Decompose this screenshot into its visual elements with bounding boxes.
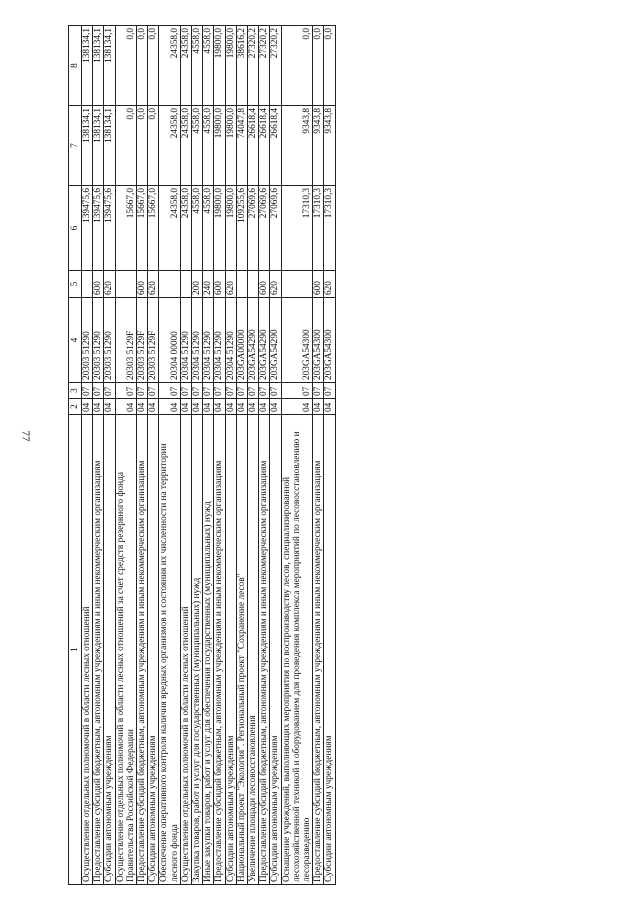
amount-year-3: 27320,2 xyxy=(248,26,259,106)
section-code: 04 xyxy=(225,399,236,415)
header-cell: 3 xyxy=(69,383,82,399)
amount-year-2: 26618,4 xyxy=(270,106,281,186)
table-row xyxy=(259,26,270,885)
amount-year-2: 19800,0 xyxy=(225,106,236,186)
table-row xyxy=(236,26,247,885)
amount-year-2: 19800,0 xyxy=(214,106,225,186)
row-name: Закупка товаров, работ и услуг для государственных (муниципальных) нужд xyxy=(192,415,203,885)
row-name: Предоставление субсидий бюджетным, автономным учреждениям и иным некоммерческим организациям xyxy=(214,415,225,885)
amount-year-3: 4558,0 xyxy=(192,26,203,106)
section-code: 04 xyxy=(313,399,324,415)
section-code: 04 xyxy=(115,399,136,415)
row-name: Предоставление субсидий бюджетным, автономным учреждениям и иным некоммерческим организациям xyxy=(313,415,324,885)
amount-year-2: 138134,1 xyxy=(93,106,104,186)
subsection-code: 07 xyxy=(270,383,281,399)
expense-type-code xyxy=(180,271,191,298)
amount-year-1: 27069,6 xyxy=(270,186,281,271)
row-name: Национальный проект "Экология". Региональный проект "Сохранение лесов" xyxy=(236,415,247,885)
amount-year-2: 26618,4 xyxy=(248,106,259,186)
amount-year-3: 19800,0 xyxy=(214,26,225,106)
amount-year-3: 138134,1 xyxy=(104,26,115,106)
target-article-code: 20304 51290 xyxy=(192,298,203,383)
target-article-code: 203GA54290 xyxy=(270,298,281,383)
row-name: Предоставление субсидий бюджетным, автономным учреждениям и иным некоммерческим организациям xyxy=(137,415,148,885)
section-code: 04 xyxy=(259,399,270,415)
expense-type-code: 620 xyxy=(225,271,236,298)
amount-year-2: 9343,8 xyxy=(281,106,313,186)
subsection-code: 07 xyxy=(225,383,236,399)
section-code: 04 xyxy=(192,399,203,415)
expense-type-code: 600 xyxy=(137,271,148,298)
section-code: 04 xyxy=(270,399,281,415)
amount-year-3: 0,0 xyxy=(313,26,324,106)
amount-year-2: 0,0 xyxy=(115,106,136,186)
row-name: Субсидии автономным учреждениям xyxy=(270,415,281,885)
amount-year-2: 138134,1 xyxy=(82,106,93,186)
target-article-code: 20303 5129F xyxy=(148,298,159,383)
amount-year-2: 24358,0 xyxy=(159,106,180,186)
table-row xyxy=(93,26,104,885)
section-code: 04 xyxy=(248,399,259,415)
subsection-code: 07 xyxy=(281,383,313,399)
subsection-code: 07 xyxy=(148,383,159,399)
subsection-code: 07 xyxy=(192,383,203,399)
header-cell: 8 xyxy=(69,26,82,106)
section-code: 04 xyxy=(137,399,148,415)
amount-year-2: 0,0 xyxy=(137,106,148,186)
expense-type-code: 620 xyxy=(148,271,159,298)
section-code: 04 xyxy=(180,399,191,415)
expense-type-code: 620 xyxy=(104,271,115,298)
amount-year-3: 24358,0 xyxy=(159,26,180,106)
amount-year-1: 19800,0 xyxy=(214,186,225,271)
amount-year-2: 9343,8 xyxy=(324,106,335,186)
target-article-code: 20303 5129F xyxy=(137,298,148,383)
subsection-code: 07 xyxy=(115,383,136,399)
row-name: Субсидии автономным учреждениям xyxy=(225,415,236,885)
subsection-code: 07 xyxy=(82,383,93,399)
subsection-code: 07 xyxy=(236,383,247,399)
section-code: 04 xyxy=(104,399,115,415)
row-name: Иные закупки товаров, работ и услуг для обеспечения государственных (муниципальных) нужд xyxy=(203,415,214,885)
amount-year-1: 17310,3 xyxy=(313,186,324,271)
subsection-code: 07 xyxy=(259,383,270,399)
table-row xyxy=(203,26,214,885)
amount-year-1: 27069,6 xyxy=(259,186,270,271)
table-row xyxy=(192,26,203,885)
amount-year-1: 27069,6 xyxy=(248,186,259,271)
rotated-page xyxy=(40,0,620,905)
target-article-code: 203GA54300 xyxy=(281,298,313,383)
table-row xyxy=(225,26,236,885)
target-article-code: 20304 51290 xyxy=(225,298,236,383)
amount-year-2: 24358,0 xyxy=(180,106,191,186)
amount-year-3: 27320,2 xyxy=(270,26,281,106)
table-row xyxy=(270,26,281,885)
section-code: 04 xyxy=(159,399,180,415)
amount-year-1: 4558,0 xyxy=(203,186,214,271)
row-name: Субсидии автономным учреждениям xyxy=(148,415,159,885)
page-number: 77 xyxy=(19,430,32,442)
subsection-code: 07 xyxy=(159,383,180,399)
header-cell: 5 xyxy=(69,271,82,298)
row-name: Предоставление субсидий бюджетным, автономным учреждениям и иным некоммерческим организациям xyxy=(259,415,270,885)
amount-year-2: 4558,0 xyxy=(203,106,214,186)
row-name: Субсидии автономным учреждениям xyxy=(104,415,115,885)
row-name: Осуществление отдельных полномочий в области лесных отношений за счет средств резервного фонда Правительства Российской Федерации xyxy=(115,415,136,885)
table-row xyxy=(281,26,313,885)
row-name: Обеспечение оперативного контроля наличия вредных организмов и состояния их численности на территории лесного фонда xyxy=(159,415,180,885)
table-row xyxy=(137,26,148,885)
subsection-code: 07 xyxy=(104,383,115,399)
table-row xyxy=(115,26,136,885)
target-article-code: 20303 51290 xyxy=(82,298,93,383)
expense-type-code: 200 xyxy=(192,271,203,298)
table-row xyxy=(180,26,191,885)
subsection-code: 07 xyxy=(248,383,259,399)
target-article-code: 203GA54290 xyxy=(248,298,259,383)
table-row xyxy=(313,26,324,885)
amount-year-2: 4558,0 xyxy=(192,106,203,186)
amount-year-1: 24358,0 xyxy=(159,186,180,271)
table-row xyxy=(82,26,93,885)
amount-year-2: 138134,1 xyxy=(104,106,115,186)
amount-year-3: 138134,1 xyxy=(93,26,104,106)
amount-year-2: 74047,8 xyxy=(236,106,247,186)
header-cell: 6 xyxy=(69,186,82,271)
amount-year-1: 15667,0 xyxy=(148,186,159,271)
expense-type-code xyxy=(159,271,180,298)
expense-type-code xyxy=(82,271,93,298)
subsection-code: 07 xyxy=(324,383,335,399)
table-row xyxy=(324,26,335,885)
row-name: Осуществление отдельных полномочий в области лесных отношений xyxy=(180,415,191,885)
subsection-code: 07 xyxy=(137,383,148,399)
amount-year-2: 9343,8 xyxy=(313,106,324,186)
row-name: Субсидии автономным учреждениям xyxy=(324,415,335,885)
amount-year-1: 4558,0 xyxy=(192,186,203,271)
subsection-code: 07 xyxy=(313,383,324,399)
amount-year-1: 109255,6 xyxy=(236,186,247,271)
expense-type-code: 620 xyxy=(324,271,335,298)
target-article-code: 203GA54300 xyxy=(313,298,324,383)
expense-type-code xyxy=(115,271,136,298)
target-article-code: 20304 51290 xyxy=(203,298,214,383)
table-row xyxy=(248,26,259,885)
table-row xyxy=(104,26,115,885)
table-row xyxy=(159,26,180,885)
section-code: 04 xyxy=(281,399,313,415)
header-cell: 2 xyxy=(69,399,82,415)
row-name: Оснащение учреждений, выполняющих мероприятия по воспроизводству лесов, специализированной лесохозяйственной техникой и оборудованием для проведения комплекса мероприятий по лесовосстановлению и лесоразведению xyxy=(281,415,313,885)
row-name: Предоставление субсидий бюджетным, автономным учреждениям и иным некоммерческим организациям xyxy=(93,415,104,885)
section-code: 04 xyxy=(82,399,93,415)
expense-type-code: 600 xyxy=(214,271,225,298)
target-article-code: 203GA00000 xyxy=(236,298,247,383)
target-article-code: 20304 51290 xyxy=(180,298,191,383)
amount-year-1: 17310,3 xyxy=(324,186,335,271)
target-article-code: 20304 51290 xyxy=(214,298,225,383)
target-article-code: 20304 00000 xyxy=(159,298,180,383)
amount-year-1: 139475,6 xyxy=(104,186,115,271)
expense-type-code xyxy=(281,271,313,298)
expense-type-code xyxy=(236,271,247,298)
header-cell: 7 xyxy=(69,106,82,186)
target-article-code: 203GA54290 xyxy=(259,298,270,383)
expense-type-code xyxy=(248,271,259,298)
section-code: 04 xyxy=(148,399,159,415)
section-code: 04 xyxy=(93,399,104,415)
amount-year-3: 27320,2 xyxy=(259,26,270,106)
amount-year-3: 19800,0 xyxy=(225,26,236,106)
section-code: 04 xyxy=(214,399,225,415)
amount-year-1: 24358,0 xyxy=(180,186,191,271)
amount-year-2: 0,0 xyxy=(148,106,159,186)
header-cell: 4 xyxy=(69,298,82,383)
amount-year-1: 15667,0 xyxy=(137,186,148,271)
expense-type-code: 600 xyxy=(313,271,324,298)
expense-type-code: 600 xyxy=(93,271,104,298)
subsection-code: 07 xyxy=(180,383,191,399)
expense-type-code: 240 xyxy=(203,271,214,298)
amount-year-3: 24358,0 xyxy=(180,26,191,106)
budget-table xyxy=(68,25,336,885)
section-code: 04 xyxy=(203,399,214,415)
subsection-code: 07 xyxy=(93,383,104,399)
row-name: Осуществление отдельных полномочий в области лесных отношений xyxy=(82,415,93,885)
table-row xyxy=(214,26,225,885)
amount-year-3: 38616,2 xyxy=(236,26,247,106)
amount-year-1: 15667,0 xyxy=(115,186,136,271)
section-code: 04 xyxy=(236,399,247,415)
amount-year-2: 26618,4 xyxy=(259,106,270,186)
amount-year-3: 0,0 xyxy=(148,26,159,106)
target-article-code: 20303 51290 xyxy=(104,298,115,383)
row-name: Увеличение площади лесовосстановления xyxy=(248,415,259,885)
amount-year-3: 138134,1 xyxy=(82,26,93,106)
amount-year-3: 0,0 xyxy=(137,26,148,106)
header-row xyxy=(69,26,82,885)
table-row xyxy=(148,26,159,885)
amount-year-3: 4558,0 xyxy=(203,26,214,106)
amount-year-3: 0,0 xyxy=(115,26,136,106)
amount-year-1: 17310,3 xyxy=(281,186,313,271)
amount-year-1: 19800,0 xyxy=(225,186,236,271)
amount-year-3: 0,0 xyxy=(281,26,313,106)
expense-type-code: 620 xyxy=(270,271,281,298)
target-article-code: 203GA54300 xyxy=(324,298,335,383)
expense-type-code: 600 xyxy=(259,271,270,298)
subsection-code: 07 xyxy=(214,383,225,399)
subsection-code: 07 xyxy=(203,383,214,399)
amount-year-1: 139475,6 xyxy=(93,186,104,271)
amount-year-1: 139475,6 xyxy=(82,186,93,271)
amount-year-3: 0,0 xyxy=(324,26,335,106)
header-cell: 1 xyxy=(69,415,82,885)
section-code: 04 xyxy=(324,399,335,415)
target-article-code: 20303 5129F xyxy=(115,298,136,383)
target-article-code: 20303 51290 xyxy=(93,298,104,383)
